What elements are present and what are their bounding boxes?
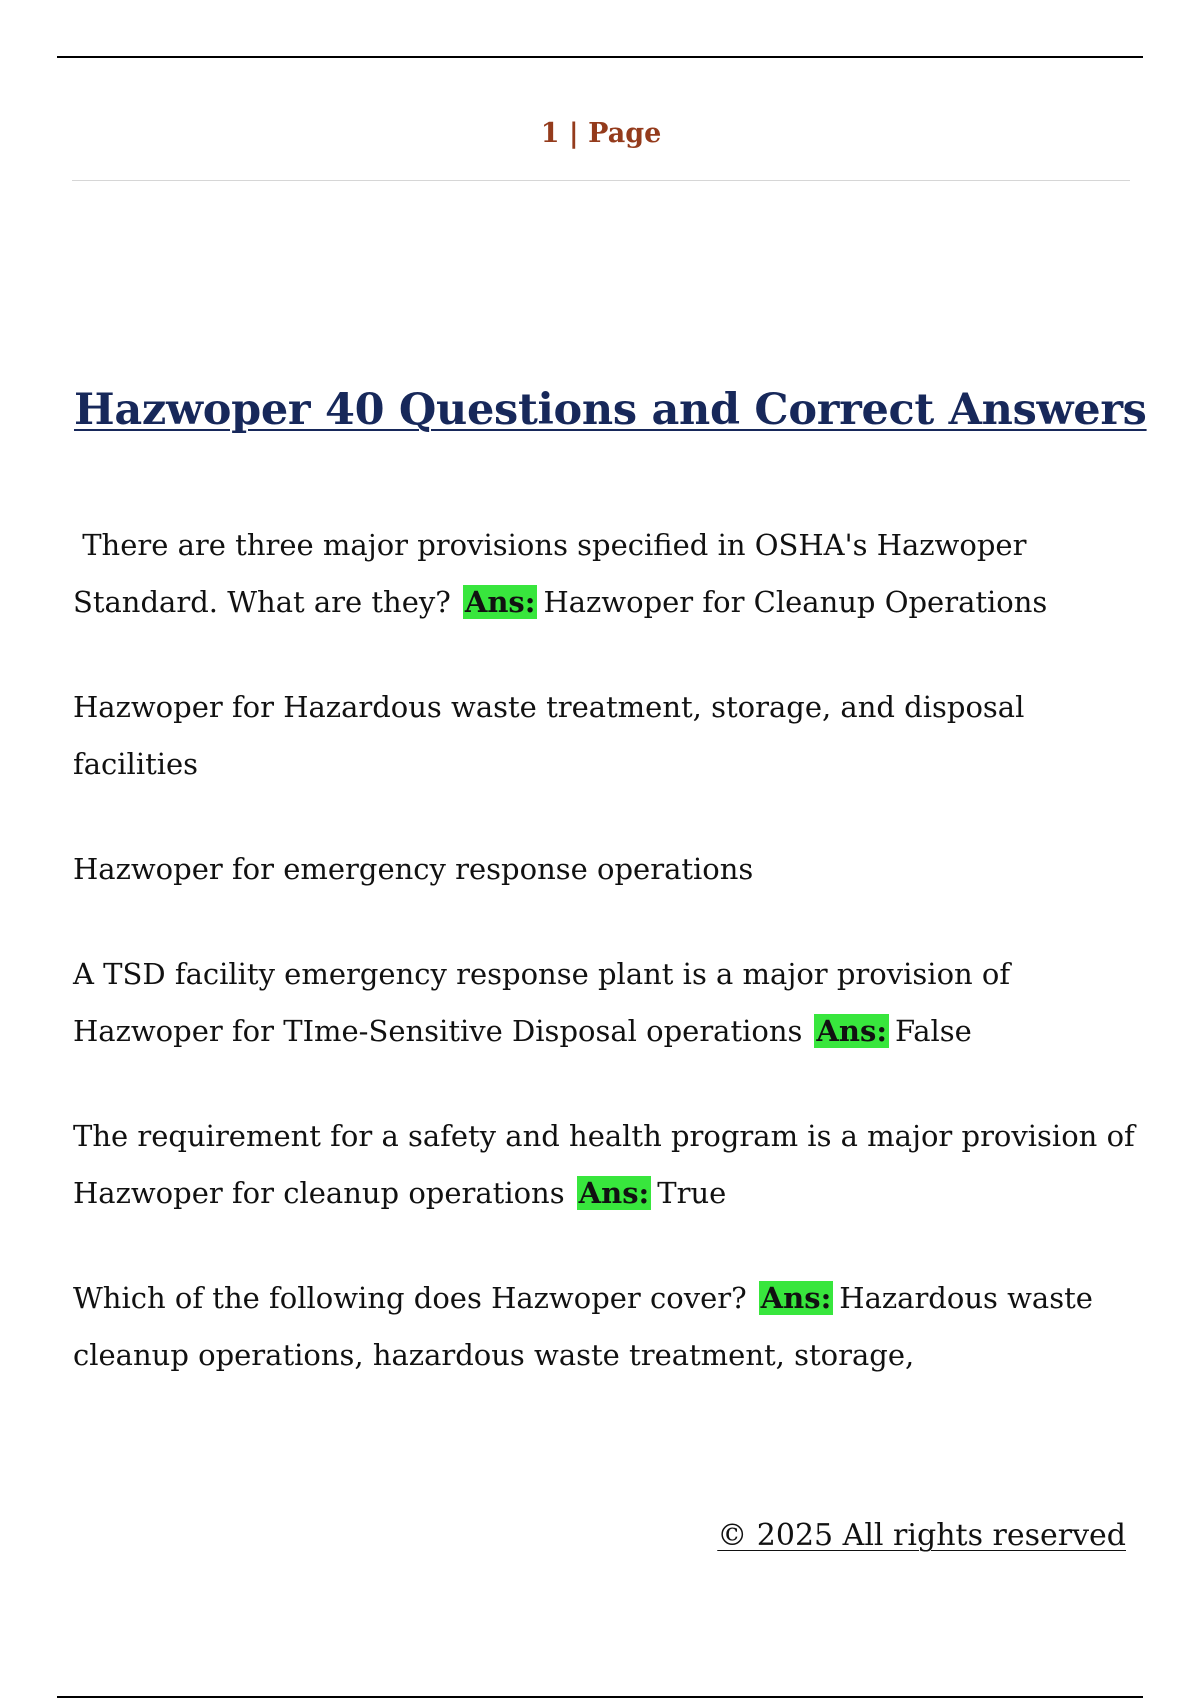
qa-paragraph-5 <box>73 1108 1143 1222</box>
answer-label: Ans: <box>760 1281 832 1315</box>
answer-text: Hazwoper for Cleanup Operations <box>543 585 1048 619</box>
top-page-rule <box>57 56 1143 58</box>
qa-paragraph-1 <box>73 517 1143 631</box>
body-paragraph-3: Hazwoper for emergency response operations <box>73 852 754 886</box>
qa-paragraph-4 <box>73 946 1143 1060</box>
document-title: Hazwoper 40 Questions and Correct Answers <box>74 385 1147 435</box>
question-text: There are three major provisions specified in OSHA's Hazwoper Standard. What are they? <box>73 528 1027 619</box>
answer-text: False <box>895 1014 972 1048</box>
answer-text: Hazardous waste cleanup operations, hazardous waste treatment, storage, <box>73 1281 1093 1372</box>
header-divider <box>72 180 1130 181</box>
question-text: Which of the following does Hazwoper cover? <box>73 1281 747 1315</box>
copyright-footer: © 2025 All rights reserved <box>717 1518 1126 1553</box>
answer-label: Ans: <box>464 585 536 619</box>
answer-label: Ans: <box>578 1176 650 1210</box>
document-body <box>73 517 1143 1432</box>
question-text: The requirement for a safety and health program is a major provision of Hazwoper for cleanup operations <box>73 1119 1135 1210</box>
qa-paragraph-6 <box>73 1270 1143 1384</box>
answer-text: True <box>657 1176 727 1210</box>
body-paragraph-2: Hazwoper for Hazardous waste treatment, storage, and disposal facilities <box>73 690 1025 781</box>
answer-label: Ans: <box>816 1014 888 1048</box>
page-number-header: 1 | Page <box>540 118 662 149</box>
bottom-page-rule <box>57 1696 1143 1698</box>
question-text: A TSD facility emergency response plant is a major provision of Hazwoper for TIme-Sensitive Disposal operations <box>73 957 1011 1048</box>
